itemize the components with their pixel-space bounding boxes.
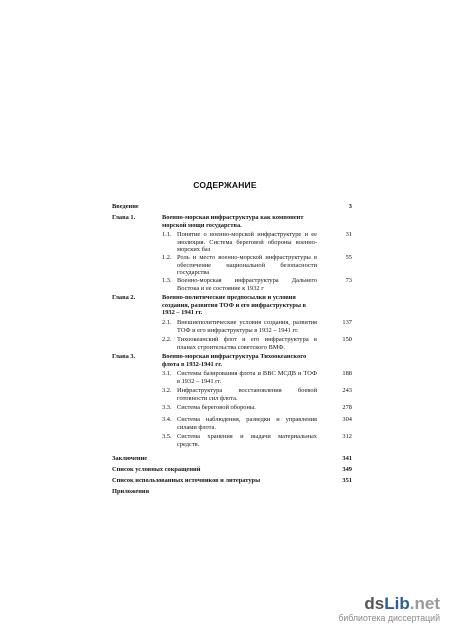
toc-entry-label: Приложения (112, 488, 150, 495)
toc-chapter-2 (112, 294, 352, 319)
logo-wordmark: dsLib.net (364, 594, 440, 613)
section-number: 3.2. (162, 387, 172, 394)
toc-section-2-2 (112, 336, 352, 353)
section-number: 3.1. (162, 370, 172, 377)
toc-section-1-2 (112, 254, 352, 277)
toc-entry-page: 55 (345, 254, 352, 261)
toc-chapter-1 (112, 214, 352, 231)
section-number: 3.4. (162, 416, 172, 423)
section-title: Роль и место военно-морской инфраструктуры в обеспечение национальной безопасности государства (177, 254, 317, 277)
toc-section-3-1 (112, 370, 352, 387)
toc-entry-page: 137 (342, 319, 352, 326)
section-title: Понятие о военно-морской инфраструктуре и ее эволюция. Система береговой обороны военно-морских баз (177, 231, 317, 254)
toc-section-1-1 (112, 231, 352, 254)
toc-chapter-3 (112, 353, 352, 370)
toc-section-3-5 (112, 433, 352, 455)
toc-entry-label: Список использованных источников и литературы (112, 477, 261, 484)
section-title: Система наблюдения, разведки и управления силами флота. (177, 416, 317, 431)
dslib-watermark-logo (338, 595, 440, 624)
toc-section-3-3 (112, 404, 352, 416)
toc-entry-page: 304 (342, 416, 352, 423)
toc-entry-page: 278 (342, 404, 352, 411)
section-number: 2.2. (162, 336, 172, 343)
toc-entry-conclusion (112, 455, 352, 466)
table-of-contents (112, 203, 352, 499)
toc-section-3-2 (112, 387, 352, 404)
toc-title: СОДЕРЖАНИЕ (193, 180, 257, 190)
chapter-label: Глава 3. (112, 353, 136, 360)
section-title: Системы базирования флота и ВВС МСДВ и ТОФ в 1932 – 1941 гг. (177, 370, 317, 385)
toc-entry-label: Введение (112, 203, 139, 210)
toc-entry-page: 188 (342, 370, 352, 377)
toc-entry-abbreviations (112, 466, 352, 477)
toc-section-2-1 (112, 319, 352, 336)
chapter-title: Военно-политические предпосылки и условия создания, развития ТОФ и его инфраструктуры в 1932 – 1941 гг. (162, 294, 307, 317)
section-number: 3.5. (162, 433, 172, 440)
toc-section-3-4 (112, 416, 352, 433)
chapter-title: Военно-морская инфраструктура Тихоокеанского флота в 1932-1941 гг. (162, 353, 307, 368)
toc-entry-label: Заключение (112, 455, 148, 462)
toc-entry-appendices (112, 488, 352, 499)
toc-section-1-3 (112, 277, 352, 294)
toc-entry-page: 341 (342, 455, 352, 462)
toc-entry-page: 31 (345, 231, 352, 238)
toc-entry-page: 243 (342, 387, 352, 394)
section-title: Военно-морская инфраструктура Дальнего Востока и ее состояние к 1932 г (177, 277, 317, 292)
toc-entry-page: 349 (342, 466, 352, 473)
toc-entry-page: 312 (342, 433, 352, 440)
toc-entry-page: 351 (342, 477, 352, 484)
toc-entry-page: 150 (342, 336, 352, 343)
section-number: 1.3. (162, 277, 172, 284)
chapter-label: Глава 1. (112, 214, 136, 221)
section-title: Тихоокеанский флот и его инфраструктура в планах строительства советского ВМФ. (177, 336, 317, 351)
section-title: Система хранения и выдачи материальных средств. (177, 433, 317, 448)
toc-entry-sources (112, 477, 352, 488)
toc-entry-label: Список условных сокращений (112, 466, 201, 473)
toc-entry-page: 3 (348, 203, 352, 210)
chapter-title: Военно-морская инфраструктура как компонент морской мощи государства. (162, 214, 304, 229)
section-title: Инфраструктура восстановления боевой готовности сил флота. (177, 387, 317, 402)
logo-subtitle: библиотека диссертаций (338, 613, 440, 623)
section-title: Система береговой обороны. (177, 404, 256, 411)
chapter-label: Глава 2. (112, 294, 136, 301)
toc-entry-introduction (112, 203, 352, 214)
section-number: 2.1. (162, 319, 172, 326)
section-title: Внешнеполитические условия создания, развития ТОФ и его инфраструктуры в 1932 – 1941 гг. (177, 319, 317, 334)
section-number: 3.3. (162, 404, 172, 411)
toc-entry-page: 73 (345, 277, 352, 284)
section-number: 1.2. (162, 254, 172, 261)
section-number: 1.1. (162, 231, 172, 238)
